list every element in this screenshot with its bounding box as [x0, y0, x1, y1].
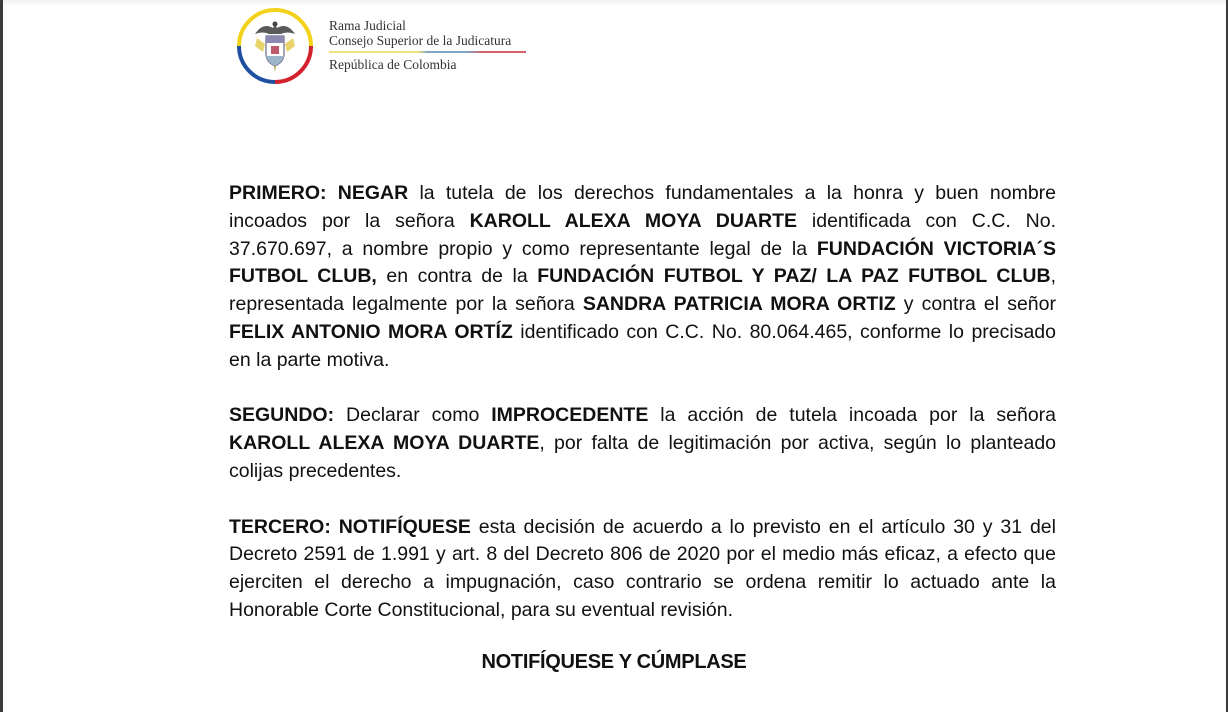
text-segment: , por falta de legitimación por activa, según lo planteado colijas precedentes.	[229, 432, 1057, 482]
text-segment: en contra de la	[376, 265, 538, 288]
org-line-2: Consejo Superior de la Judicatura	[329, 33, 512, 48]
page-top-shade	[3, 0, 1226, 6]
text-segment: identificado con C.C. No. 80.064.465, conforme lo precisado en la parte motiva.	[229, 320, 1056, 371]
bold-text-segment: FUNDACIÓN VICTORIA´S FUTBOL CLUB,	[229, 237, 1056, 288]
bold-text-segment: IMPROCEDENTE	[491, 404, 649, 427]
text-segment: la acción de tutela incoada por la señora	[648, 404, 1056, 427]
country-name: República de Colombia	[329, 57, 457, 72]
bold-text-segment: FUNDACIÓN FUTBOL Y PAZ/ LA PAZ FUTBOL CLUB	[537, 265, 1051, 288]
bold-text-segment: SEGUNDO:	[229, 404, 335, 427]
text-segment: identificada con C.C. No. 37.670.697, a nombre propio y como representante legal de la	[229, 209, 1056, 260]
flag-stripe-divider	[329, 51, 526, 53]
bold-text-segment: PRIMERO: NEGAR	[229, 182, 409, 204]
text-segment: la tutela de los derechos fundamentales a la honra y buen nombre incoados por la señora	[229, 182, 1057, 232]
colombia-seal-icon	[233, 4, 317, 88]
letterhead	[233, 4, 533, 88]
bold-text-segment: FELIX ANTONIO MORA ORTÍZ	[229, 320, 513, 343]
bold-text-segment: SANDRA PATRICIA MORA ORTIZ	[582, 293, 896, 316]
paragraph-primero	[229, 180, 1056, 375]
text-segment: y contra el señor	[895, 293, 1056, 316]
resolution-body	[229, 180, 1056, 653]
bold-text-segment: KAROLL ALEXA MOYA DUARTE	[229, 432, 540, 455]
paragraph-segundo	[229, 402, 1056, 485]
page-border-left	[0, 0, 3, 712]
text-segment: Declarar como	[334, 404, 492, 427]
text-segment: , representada legalmente por la señora	[229, 265, 1056, 316]
organization-name	[329, 18, 526, 72]
paragraph-tercero	[229, 514, 1056, 625]
bold-text-segment: TERCERO: NOTIFÍQUESE	[229, 515, 471, 538]
closing-statement: NOTIFÍQUESE Y CÚMPLASE	[481, 651, 747, 673]
org-line-1: Rama Judicial	[329, 18, 406, 33]
bold-text-segment: KAROLL ALEXA MOYA DUARTE	[469, 209, 798, 232]
text-segment: esta decisión de acuerdo a lo previsto en el artículo 30 y 31 del Decreto 2591 de 1.991 y art. 8 del Decreto 806 de 2020 por el medio más eficaz, a efecto que ejerciten el derecho a impugnación, caso contrario se ordena remitir lo actuado ante la Honorable Corte Constitucional, para su eventual revisión.	[229, 515, 1056, 621]
